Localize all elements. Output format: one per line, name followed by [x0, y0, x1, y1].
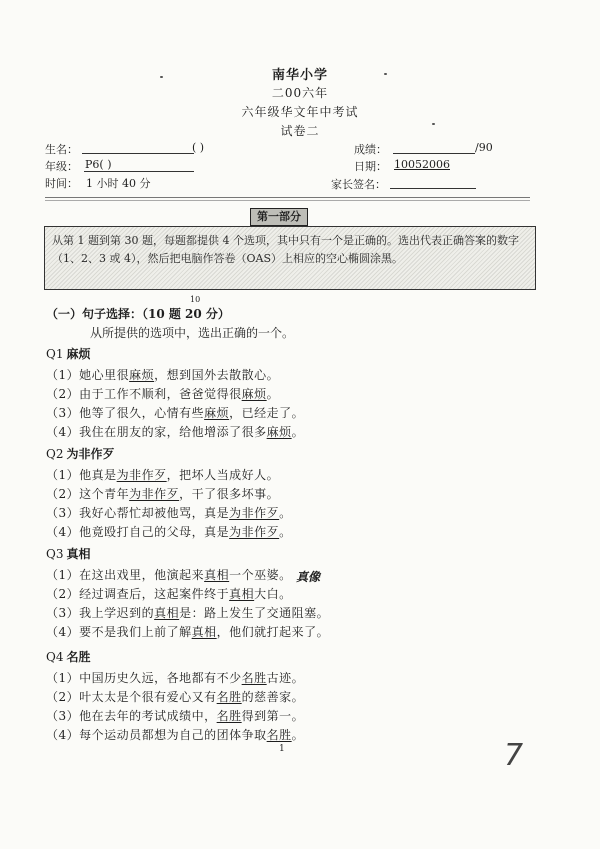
- question-title: [46, 345, 91, 362]
- answer-option: [46, 504, 292, 521]
- option-text: （4）我住在朋友的家，给他增添了很多: [46, 425, 267, 439]
- option-text: （3）他在去年的考试成绩中，: [46, 709, 217, 723]
- time-label: 时间：: [45, 177, 78, 190]
- option-text: （2）叶太太是个很有爱心又有: [46, 690, 217, 704]
- question-title: [46, 445, 115, 462]
- option-text: （1）她心里很: [46, 368, 130, 382]
- question-word: 麻烦: [66, 347, 91, 361]
- scan-speck: [384, 73, 387, 75]
- option-text: （4）要不是我们上前了解: [46, 625, 192, 639]
- scan-speck: [160, 76, 163, 78]
- section-title: （一）句子选择：（10 题 20 分）: [46, 307, 230, 321]
- answer-option: [46, 707, 304, 724]
- time-value: 1 小时 40 分: [86, 177, 151, 190]
- option-text: 。: [291, 425, 305, 439]
- date-label: 日期：: [354, 160, 387, 173]
- page-number: 1: [279, 744, 285, 754]
- paper-number: 试卷二: [280, 124, 320, 138]
- option-keyword: 名胜: [216, 709, 242, 723]
- question-word: 为非作歹: [66, 447, 115, 461]
- parent-signature-label: 家长签名：: [331, 178, 386, 191]
- answer-option: [46, 523, 292, 540]
- option-keyword: 真相: [191, 625, 217, 639]
- answer-option: [46, 585, 292, 602]
- option-text: （1）他真是: [46, 468, 117, 482]
- option-text: 大白。: [254, 587, 292, 601]
- question-number: Q1: [46, 347, 64, 361]
- option-keyword: 为非作歹: [229, 525, 280, 539]
- name-paren: ( ): [192, 141, 205, 154]
- class-value: P6( ): [85, 158, 112, 171]
- option-keyword: 名胜: [241, 671, 267, 685]
- option-text: ，把坏人当成好人。: [166, 468, 280, 482]
- name-line: [82, 153, 194, 154]
- question-number: Q3: [46, 547, 64, 561]
- option-text: 古迹。: [266, 671, 305, 685]
- option-text: （4）每个运动员都想为自己的团体争取: [46, 728, 267, 742]
- answer-option: [46, 688, 304, 705]
- option-text: 。: [266, 387, 280, 401]
- score-total: /90: [475, 141, 493, 154]
- option-keyword: 真相: [204, 568, 230, 582]
- question-word: 真相: [66, 547, 91, 561]
- option-keyword: 真相: [229, 587, 255, 601]
- option-text: 的慈善家。: [241, 690, 305, 704]
- option-keyword: 真相: [154, 606, 180, 620]
- option-text: （4）他竟殴打自己的父母，真是: [46, 525, 230, 539]
- option-text: （3）我上学迟到的: [46, 606, 155, 620]
- handwritten-correction: 真像: [296, 570, 321, 584]
- option-text: 一个巫婆。: [229, 568, 292, 582]
- option-text: 。: [279, 506, 292, 520]
- question-title: [46, 545, 91, 562]
- answer-option: [46, 466, 279, 483]
- score-label: 成绩：: [354, 143, 387, 156]
- question-title: [46, 648, 91, 665]
- question-number: Q4: [46, 650, 64, 664]
- header-divider: [45, 197, 530, 198]
- exam-year: 二00六年: [271, 86, 329, 100]
- answer-option: [46, 423, 304, 440]
- school-name: 南华小学: [271, 68, 328, 83]
- class-line: [84, 171, 194, 172]
- option-keyword: 为非作歹: [229, 506, 280, 520]
- option-text: ，已经走了。: [229, 406, 305, 420]
- option-text: ，他们就打起来了。: [216, 625, 330, 639]
- question-word: 名胜: [66, 650, 91, 664]
- answer-option: [46, 404, 304, 421]
- option-text: （1）在这出戏里，他演起来: [46, 568, 205, 582]
- parent-signature-line: [390, 188, 476, 189]
- exam-title: 六年级华文年中考试: [241, 105, 359, 119]
- answer-option: [46, 669, 304, 686]
- answer-option: [46, 623, 329, 640]
- option-text: （3）我好心帮忙却被他骂，真是: [46, 506, 230, 520]
- option-keyword: 为非作歹: [129, 487, 180, 501]
- class-label: 年级：: [45, 160, 78, 173]
- option-text: 。: [291, 728, 305, 742]
- option-text: （1）中国历史久远，各地都有不少: [46, 671, 242, 685]
- option-text: （3）他等了很久，心情有些: [46, 406, 205, 420]
- option-keyword: 麻烦: [241, 387, 267, 401]
- option-keyword: 麻烦: [266, 425, 292, 439]
- section-description: 从所提供的选项中，选出正确的一个。: [90, 326, 295, 340]
- name-label: 生名：: [45, 143, 78, 156]
- header-divider-2: [45, 200, 530, 201]
- answer-option: [46, 566, 292, 583]
- answer-option: [46, 604, 329, 621]
- answer-option: [46, 385, 279, 402]
- answer-option: [46, 726, 304, 743]
- instructions-text: 从第 1 题到第 30 题，每题都提供 4 个选项，其中只有一个是正确的。选出代表正确答案的数字（1、2、3 或 4），然后把电脑作答卷（OAS）上相应的空心椭圆涂黑。: [52, 234, 519, 265]
- option-text: 。: [279, 525, 292, 539]
- option-keyword: 为非作歹: [116, 468, 167, 482]
- option-text: ，干了很多坏事。: [179, 487, 280, 501]
- option-text: 是：路上发生了交通阻塞。: [179, 606, 330, 620]
- option-text: （2）这个青年: [46, 487, 130, 501]
- option-text: ，想到国外去散散心。: [154, 368, 280, 382]
- score-line: [393, 153, 475, 154]
- handwritten-margin-mark: 7: [504, 738, 524, 773]
- option-keyword: 名胜: [266, 728, 292, 742]
- option-text: （2）由于工作不顺利，爸爸觉得很: [46, 387, 242, 401]
- option-text: 得到第一。: [241, 709, 305, 723]
- answer-option: [46, 485, 279, 502]
- date-value: 10052006: [394, 158, 450, 171]
- score-correction-note: 10: [190, 295, 201, 304]
- answer-option: [46, 366, 279, 383]
- option-text: （2）经过调查后，这起案件终于: [46, 587, 230, 601]
- question-number: Q2: [46, 447, 64, 461]
- part-title: 第一部分: [250, 208, 308, 226]
- option-keyword: 麻烦: [204, 406, 230, 420]
- scan-speck: [432, 123, 435, 125]
- option-keyword: 名胜: [216, 690, 242, 704]
- option-keyword: 麻烦: [129, 368, 155, 382]
